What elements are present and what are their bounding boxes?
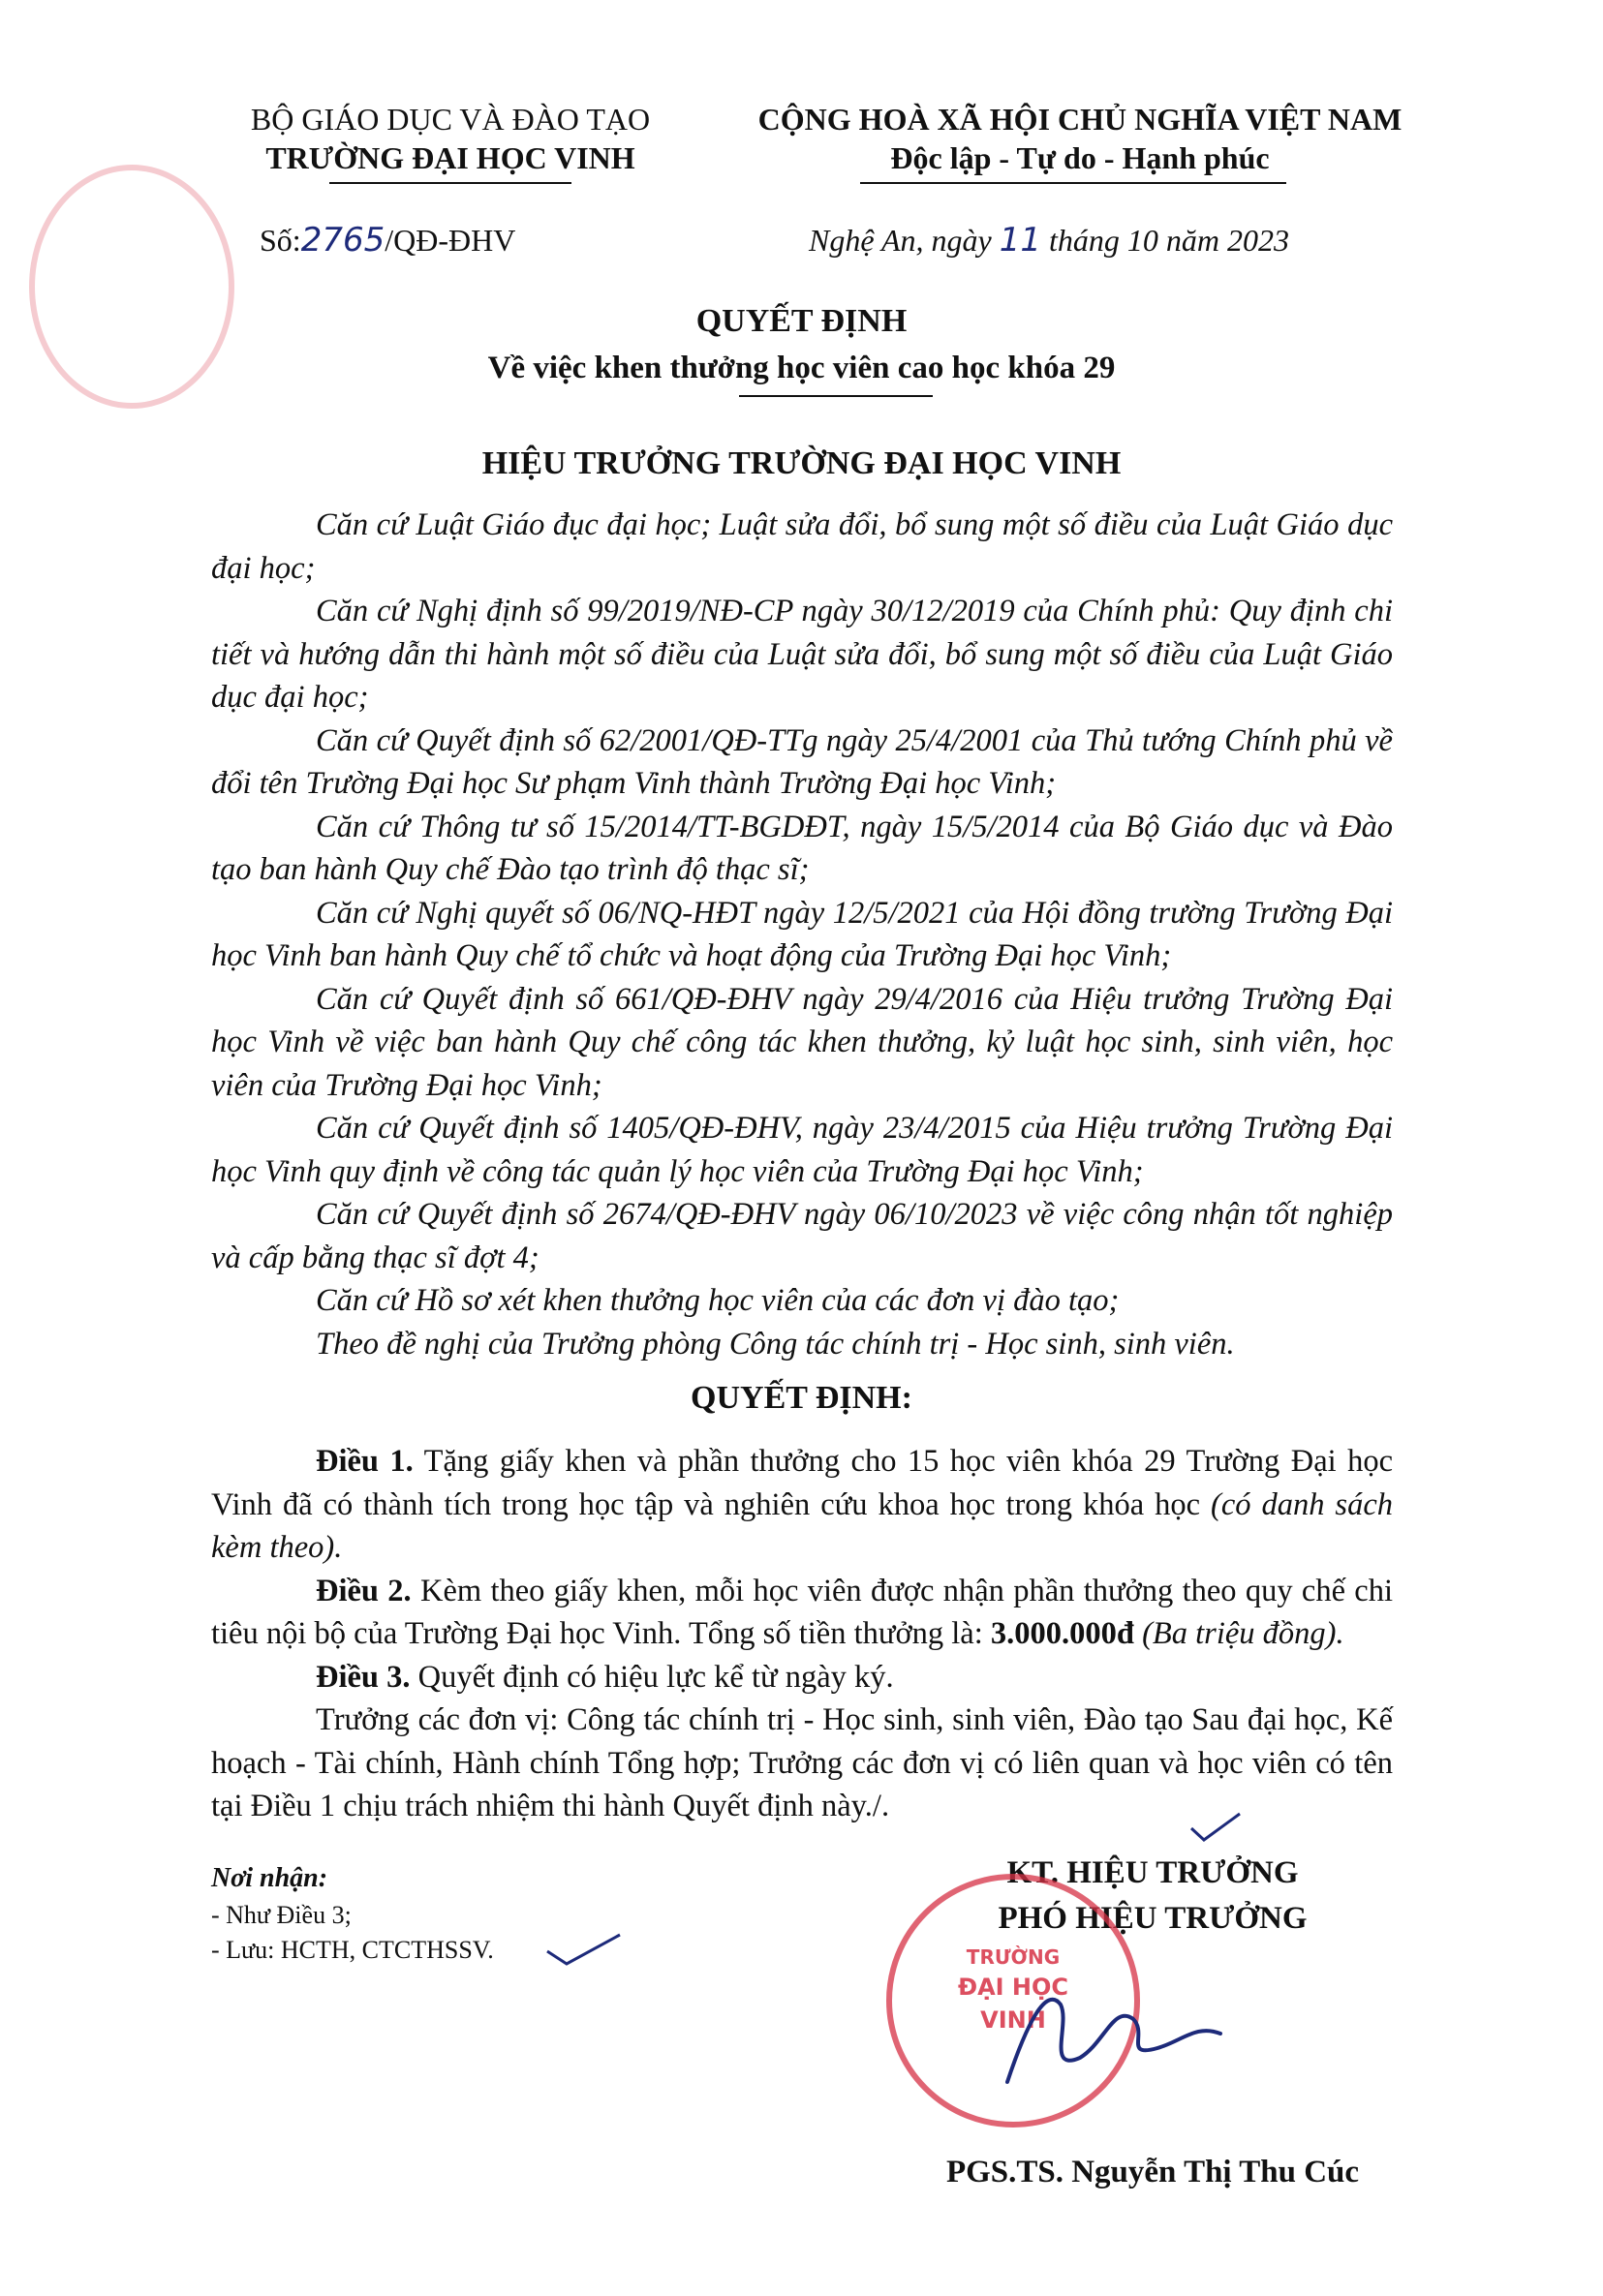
date-day: 11 [999,221,1041,260]
number-suffix: /QĐ-ĐHV [385,223,516,258]
basis-item: Căn cứ Nghị quyết số 06/NQ-HĐT ngày 12/5/2021 của Hội đồng trường Trường Đại học Vinh ban hành Quy chế tổ chức và hoạt động của Trường Đại học Vinh; [211,895,1393,973]
basis-item: Căn cứ Nghị định số 99/2019/NĐ-CP ngày 30/12/2019 của Chính phủ: Quy định chi tiết và hướng dẫn thi hành một số điều của Luật sửa đổi, bổ sung một số điều của Luật Giáo dục đại học; [211,594,1393,715]
initial-mark [1187,1809,1245,1848]
article-3-label: Điều 3. [316,1659,411,1695]
article-2-label: Điều 2. [316,1573,412,1608]
document-heading: QUYẾT ĐỊNH [695,303,908,339]
reward-amount: 3.000.000đ [990,1616,1134,1651]
article-1 [211,1440,1393,1570]
issue-date [809,221,1289,260]
recipient-item: - Như Điều 3; [211,1901,352,1929]
basis-item: Căn cứ Luật Giáo đục đại học; Luật sửa đổi, bổ sung một số điều của Luật Giáo dục đại học; [211,507,1393,586]
number-handwritten: 2765 [300,221,385,260]
document-subject: Về việc khen thưởng học viên cao học khóa 29 [487,351,1116,385]
article-1-note: (có danh sách kèm theo). [211,1486,1393,1565]
stamp-line: VINH [980,2006,1046,2034]
nation-name: CỘNG HOÀ XÃ HỘI CHỦ NGHĨA VIỆT NAM [757,102,1403,137]
article-1-label: Điều 1. [316,1444,414,1479]
decision-articles [211,1440,1393,1828]
date-prefix: Nghệ An, ngày [809,223,992,258]
article-3 [211,1656,1393,1699]
initial-mark [542,1927,630,1975]
recipient-item: - Lưu: HCTH, CTCTHSSV. [211,1936,494,1964]
basis-item: Căn cứ Quyết định số 1405/QĐ-ĐHV, ngày 23/4/2015 của Hiệu trưởng Trường Đại học Vinh quy định về công tác quản lý học viên của Trường Đại học Vinh; [211,1111,1393,1189]
article-2-text: Kèm theo giấy khen, mỗi học viên được nhận phần thưởng theo quy chế chi tiêu nội bộ của Trường Đại học Vinh. Tổng số tiền thưởng là: [211,1573,1393,1651]
legal-bases [211,504,1393,1365]
signature-title-1: KT. HIỆU TRƯỞNG [1006,1855,1299,1890]
reward-amount-words: (Ba triệu đồng). [1133,1616,1344,1651]
basis-item: Căn cứ Hồ sơ xét khen thưởng học viên của các đơn vị đào tạo; [316,1283,1120,1318]
date-suffix: tháng 10 năm 2023 [1048,223,1289,258]
issuing-authority: HIỆU TRƯỞNG TRƯỜNG ĐẠI HỌC VINH [481,445,1122,481]
recipients-block [211,1859,494,1968]
basis-item: Căn cứ Quyết định số 62/2001/QĐ-TTg ngày 25/4/2001 của Thủ tướng Chính phủ về đổi tên Trường Đại học Sư phạm Vinh thành Trường Đại học Vinh; [211,722,1393,801]
recipients-label: Nơi nhận: [211,1863,328,1893]
stamp-line: TRƯỜNG [966,1945,1061,1969]
handwritten-signature [988,1966,1240,2101]
execution-clause: Trưởng các đơn vị: Công tác chính trị - Học sinh, sinh viên, Đào tạo Sau đại học, Kế hoạch - Tài chính, Hành chính Tổng hợp; Trưởng các đơn vị có liên quan và học viên có tên tại Điều 1 chịu trách nhiệm thi hành Quyết định này./. [211,1702,1393,1823]
basis-item: Căn cứ Thông tư số 15/2014/TT-BGDĐT, ngày 15/5/2014 của Bộ Giáo dục và Đào tạo ban hành Quy chế Đào tạo trình độ thạc sĩ; [211,809,1393,887]
national-motto: Độc lập - Tự do - Hạnh phúc [890,140,1270,175]
ministry-name: BỘ GIÁO DỤC VÀ ĐÀO TẠO [250,102,651,137]
signature-title-2: PHÓ HIỆU TRƯỞNG [998,1901,1308,1936]
number-prefix: Số: [260,223,301,258]
decision-heading: QUYẾT ĐỊNH: [691,1380,912,1416]
article-3-text: Quyết định có hiệu lực kể từ ngày ký. [410,1659,894,1695]
article-2 [211,1570,1393,1656]
basis-item: Căn cứ Quyết định số 2674/QĐ-ĐHV ngày 06/10/2023 về việc công nhận tốt nghiệp và cấp bằng thạc sĩ đợt 4; [211,1197,1393,1275]
basis-item: Căn cứ Quyết định số 661/QĐ-ĐHV ngày 29/4/2016 của Hiệu trưởng Trường Đại học Vinh về việc ban hành Quy chế công tác khen thưởng, kỷ luật học sinh, sinh viên, học viên của Trường Đại học Vinh; [211,981,1393,1103]
university-name: TRƯỜNG ĐẠI HỌC VINH [265,140,635,175]
stamp-line: ĐẠI HỌC [957,1974,1069,2001]
basis-item: Theo đề nghị của Trưởng phòng Công tác chính trị - Học sinh, sinh viên. [316,1326,1235,1362]
signer-name: PGS.TS. Nguyễn Thị Thu Cúc [945,2155,1360,2189]
header-left-rule [329,182,571,184]
header-right-rule [860,182,1286,184]
article-1-text: Tặng giấy khen và phần thưởng cho 15 học viên khóa 29 Trường Đại học Vinh đã có thành tích trong học tập và nghiên cứu khoa học trong khóa học [211,1444,1394,1522]
document-number [260,221,515,260]
subject-rule [739,395,933,397]
